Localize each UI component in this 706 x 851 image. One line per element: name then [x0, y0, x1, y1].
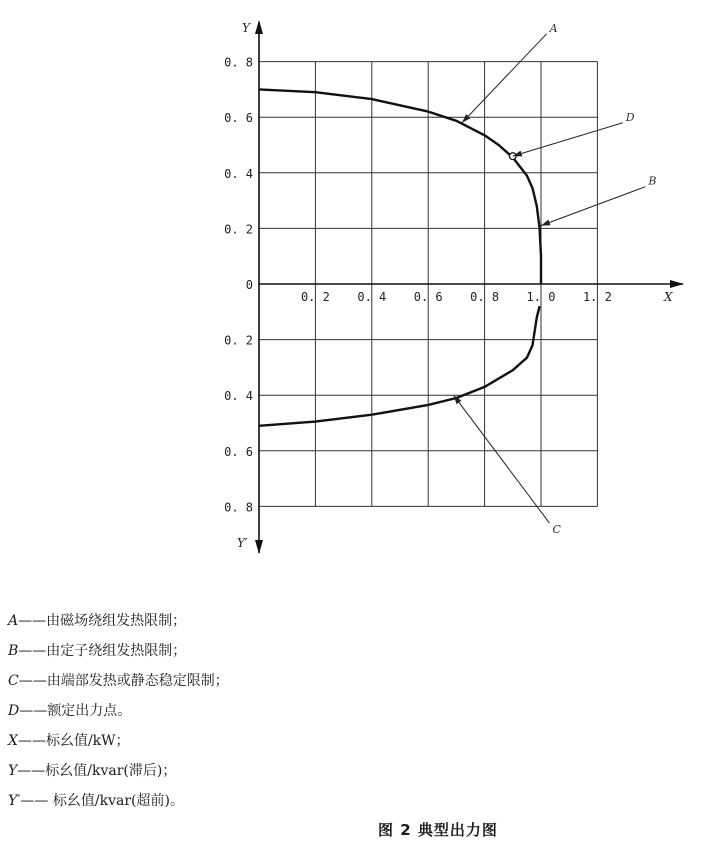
- y-prime-tick-label: 0. 8: [224, 500, 253, 515]
- annotation-label-c: C: [552, 523, 561, 537]
- leading-curve: [259, 306, 540, 426]
- legend-key: A: [8, 613, 19, 629]
- x-tick-label: 1. 2: [582, 290, 612, 304]
- legend-key: D: [8, 703, 20, 719]
- leader-line-c: [454, 395, 550, 523]
- annotation-label-d: D: [625, 110, 635, 124]
- x-tick-label: 0. 8: [470, 290, 500, 304]
- y-tick-label: 0: [245, 278, 253, 292]
- series-lines: [259, 89, 541, 425]
- legend-text: ——标幺值/kW；: [17, 733, 130, 749]
- x-tick-label: 0. 4: [357, 290, 387, 304]
- legend-key: C: [8, 673, 19, 689]
- legend: [8, 606, 229, 816]
- legend-text: ——额定出力点。: [19, 703, 132, 719]
- legend-key: X: [8, 733, 18, 749]
- x-axis-arrow: [670, 280, 684, 288]
- legend-text: ——由磁场绕组发热限制；: [18, 613, 187, 629]
- annotation-label-b: B: [648, 174, 657, 188]
- annotations: [454, 22, 657, 536]
- legend-item: [8, 666, 229, 696]
- x-tick-label: 0. 2: [300, 290, 330, 304]
- legend-item: [8, 756, 229, 786]
- lagging-curve: [259, 89, 541, 284]
- x-tick-label: 1. 0: [526, 290, 556, 304]
- legend-item: [8, 636, 229, 666]
- legend-item: [8, 726, 229, 756]
- x-tick-label: 0. 6: [413, 290, 443, 304]
- y-tick-label: 0. 4: [224, 166, 253, 181]
- x-axis-title: X: [664, 290, 673, 304]
- y-axis-arrow-down: [255, 540, 263, 554]
- y-tick-label: 0. 8: [224, 55, 253, 70]
- legend-text: ——由端部发热或静态稳定限制；: [18, 673, 229, 689]
- y-axis-title: Y: [242, 21, 250, 35]
- y-prime-axis-title: Y′: [237, 536, 248, 550]
- y-axis-arrow-up: [255, 20, 263, 34]
- legend-key: Y′: [8, 793, 21, 809]
- annotation-label-a: A: [549, 21, 558, 35]
- leader-line-b: [541, 187, 645, 226]
- leader-line-d: [513, 123, 623, 156]
- y-prime-tick-label: 0. 6: [224, 444, 253, 459]
- y-tick-label: 0. 2: [224, 222, 253, 237]
- legend-item: [8, 786, 229, 816]
- y-tick-label: 0. 6: [224, 111, 253, 126]
- axes: [255, 20, 684, 554]
- legend-key: B: [8, 643, 19, 659]
- tick-labels: [224, 21, 673, 550]
- legend-text: ——由定子绕组发热限制；: [18, 643, 187, 659]
- figure-caption: 图 2 典型出力图: [378, 821, 498, 839]
- y-prime-tick-label: 0. 2: [224, 333, 253, 348]
- legend-item: [8, 696, 229, 726]
- leader-line-a: [462, 34, 547, 123]
- leader-arrow-b: [541, 220, 550, 226]
- legend-item: [8, 606, 229, 636]
- legend-text: ——标幺值/kvar(滞后)；: [17, 763, 177, 779]
- legend-key: Y: [8, 763, 18, 779]
- y-prime-tick-label: 0. 4: [224, 389, 253, 404]
- legend-text: —— 标幺值/kvar(超前)。: [20, 793, 184, 809]
